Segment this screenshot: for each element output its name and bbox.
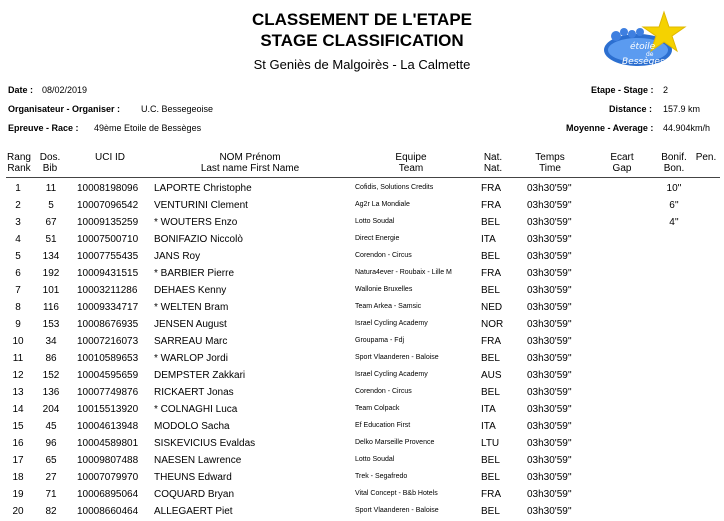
- table-row: [0, 248, 724, 265]
- nationality-cell: FRA: [481, 268, 501, 279]
- team-cell: Corendon - Circus: [355, 388, 412, 395]
- rank-cell: 17: [12, 455, 24, 466]
- team-cell: Ef Education First: [355, 422, 411, 429]
- nationality-cell: FRA: [481, 200, 501, 211]
- average-value: 44.904km/h: [663, 123, 711, 133]
- team-cell: Team Arkea - Samsic: [355, 303, 422, 310]
- header-nat: [476, 152, 510, 174]
- nationality-cell: FRA: [481, 336, 501, 347]
- rider-name-cell: LAPORTE Christophe: [154, 183, 252, 194]
- nationality-cell: FRA: [481, 183, 501, 194]
- header-name-en: Last name First Name: [200, 163, 300, 174]
- race-label-text: Epreuve - Race :: [8, 123, 79, 133]
- bib-cell: 152: [42, 370, 60, 381]
- team-cell: Israel Cycling Academy: [355, 320, 428, 327]
- page-title: CLASSEMENT DE L'ETAPE: [251, 10, 473, 29]
- time-cell: 03h30'59'': [527, 183, 572, 194]
- nationality-cell: BEL: [481, 455, 500, 466]
- table-row: [0, 350, 724, 367]
- time-cell: 03h30'59'': [527, 268, 572, 279]
- time-cell: 03h30'59'': [527, 336, 572, 347]
- distance-label: [609, 104, 652, 114]
- stage-label: [591, 85, 654, 95]
- page-title-english: STAGE CLASSIFICATION: [260, 31, 464, 50]
- header-nat-fr: Nat.: [483, 152, 503, 163]
- organiser-value: U.C. Bessegeoise: [141, 104, 214, 114]
- team-cell: Corendon - Circus: [355, 252, 412, 259]
- nationality-cell: AUS: [481, 370, 502, 381]
- team-cell: Wallonie Bruxelles: [355, 286, 413, 293]
- rider-name-cell: * WELTEN Bram: [154, 302, 229, 313]
- uci-id-cell: 10003211286: [77, 285, 138, 296]
- rank-cell: 9: [15, 319, 21, 330]
- team-cell: Lotto Soudal: [355, 456, 395, 463]
- rider-name-cell: SARREAU Marc: [154, 336, 228, 347]
- rank-cell: 18: [12, 472, 24, 483]
- header-time-en: Time: [539, 163, 561, 174]
- organiser-label: [8, 104, 120, 114]
- bib-cell: 136: [42, 387, 60, 398]
- time-cell: 03h30'59'': [527, 285, 572, 296]
- distance-value: 157.9 km: [663, 104, 701, 114]
- team-cell: Cofidis, Solutions Credits: [355, 184, 434, 191]
- rank-cell: 7: [15, 285, 21, 296]
- rank-cell: 1: [15, 183, 21, 194]
- bonus-cell: 10'': [666, 183, 682, 194]
- table-row: [0, 282, 724, 299]
- rank-cell: 13: [12, 387, 24, 398]
- etoile-de-besseges-logo: [600, 10, 688, 72]
- table-row: [0, 231, 724, 248]
- time-cell: 03h30'59'': [527, 506, 572, 517]
- uci-id-cell: 10007755435: [77, 251, 139, 262]
- time-cell: 03h30'59'': [527, 200, 572, 211]
- bonus-cell: 6'': [669, 200, 679, 211]
- team-cell: Team Colpack: [355, 405, 400, 412]
- date-info: [8, 85, 33, 95]
- bib-cell: 153: [42, 319, 60, 330]
- uci-id-cell: 10006895064: [77, 489, 139, 500]
- header-gap-fr: Ecart: [610, 152, 634, 163]
- header-team-en: Team: [398, 163, 424, 174]
- uci-id-cell: 10004589801: [77, 438, 139, 449]
- header-penalty-text: Pen.: [695, 152, 717, 163]
- rank-cell: 8: [15, 302, 21, 313]
- time-cell: 03h30'59'': [527, 404, 572, 415]
- rank-cell: 20: [12, 506, 24, 517]
- bib-cell: 27: [45, 472, 57, 483]
- team-cell: Lotto Soudal: [355, 218, 395, 225]
- rank-cell: 11: [12, 353, 24, 364]
- uci-id-cell: 10015513920: [77, 404, 139, 415]
- race-value: 49ème Etoile de Bessèges: [94, 123, 202, 133]
- uci-id-cell: 10009135259: [77, 217, 139, 228]
- bib-cell: 101: [42, 285, 60, 296]
- table-row: [0, 418, 724, 435]
- rank-cell: 16: [12, 438, 24, 449]
- rider-name-cell: BONIFAZIO Niccolò: [154, 234, 243, 245]
- uci-id-cell: 10009807488: [77, 455, 139, 466]
- bib-cell: 5: [48, 200, 54, 211]
- table-row: [0, 401, 724, 418]
- time-cell: 03h30'59'': [527, 489, 572, 500]
- rank-cell: 12: [12, 370, 24, 381]
- team-cell: Sport Vlaanderen - Baloise: [355, 507, 439, 514]
- time-cell: 03h30'59'': [527, 370, 572, 381]
- rider-name-cell: * BARBIER Pierre: [154, 268, 235, 279]
- table-row: [0, 435, 724, 452]
- header-uci-text: UCI ID: [95, 152, 125, 163]
- bib-cell: 204: [42, 404, 60, 415]
- table-row: [0, 486, 724, 503]
- uci-id-cell: 10008676935: [77, 319, 139, 330]
- team-cell: Groupama - Fdj: [355, 337, 405, 344]
- nationality-cell: BEL: [481, 251, 500, 262]
- uci-id-cell: 10004613948: [77, 421, 139, 432]
- rider-name-cell: RICKAERT Jonas: [154, 387, 234, 398]
- table-row: [0, 367, 724, 384]
- table-row: [0, 214, 724, 231]
- distance-label-text: Distance :: [609, 104, 653, 114]
- time-cell: 03h30'59'': [527, 217, 572, 228]
- header-team: [381, 152, 441, 174]
- team-cell: Natura4ever - Roubaix - Lille M: [355, 269, 452, 276]
- time-cell: 03h30'59'': [527, 234, 572, 245]
- uci-id-cell: 10007096542: [77, 200, 139, 211]
- logo-text-etoile: étoile: [630, 42, 656, 52]
- team-cell: Delko Marseille Provence: [355, 439, 435, 446]
- table-row: [0, 180, 724, 197]
- rank-cell: 15: [12, 421, 24, 432]
- uci-id-cell: 10009334717: [77, 302, 139, 313]
- time-cell: 03h30'59'': [527, 455, 572, 466]
- average-label: [566, 123, 653, 133]
- uci-id-cell: 10010589653: [77, 353, 139, 364]
- nationality-cell: ITA: [481, 234, 496, 245]
- header-bonus: [657, 152, 691, 174]
- bib-cell: 34: [45, 336, 57, 347]
- rider-name-cell: DEHAES Kenny: [154, 285, 227, 296]
- rider-name-cell: JENSEN August: [154, 319, 227, 330]
- header-bib: [34, 152, 66, 174]
- uci-id-cell: 10007749876: [77, 387, 139, 398]
- team-cell: Direct Energie: [355, 235, 400, 242]
- header-time-fr: Temps: [535, 152, 565, 163]
- header-name-fr: NOM Prénom: [219, 152, 281, 163]
- header-divider: [6, 177, 720, 178]
- rank-cell: 3: [15, 217, 21, 228]
- table-row: [0, 316, 724, 333]
- organiser-label-text: Organisateur - Organiser :: [8, 104, 121, 114]
- time-cell: 03h30'59'': [527, 472, 572, 483]
- team-cell: Ag2r La Mondiale: [355, 201, 410, 208]
- nationality-cell: ITA: [481, 404, 496, 415]
- nationality-cell: BEL: [481, 217, 500, 228]
- bonus-cell: 4'': [669, 217, 679, 228]
- logo-text-besseges: Bessèges: [622, 57, 665, 67]
- nationality-cell: NOR: [481, 319, 504, 330]
- rank-cell: 6: [15, 268, 21, 279]
- header-team-fr: Equipe: [395, 152, 427, 163]
- header-gap-en: Gap: [612, 163, 632, 174]
- header-rank-en: Rank: [7, 163, 31, 174]
- nationality-cell: BEL: [481, 353, 500, 364]
- team-cell: Vital Concept - B&b Hotels: [355, 490, 438, 497]
- uci-id-cell: 10007079970: [77, 472, 139, 483]
- uci-id-cell: 10004595659: [77, 370, 139, 381]
- rider-name-cell: * WARLOP Jordi: [154, 353, 228, 364]
- rider-name-cell: SISKEVICIUS Evaldas: [154, 438, 256, 449]
- stage-value: 2: [663, 85, 669, 95]
- rank-cell: 19: [12, 489, 24, 500]
- uci-id-cell: 10008660464: [77, 506, 139, 517]
- bib-cell: 96: [45, 438, 57, 449]
- table-row: [0, 197, 724, 214]
- header-rank-fr: Rang: [7, 152, 31, 163]
- uci-id-cell: 10007216073: [77, 336, 139, 347]
- header-gap: [602, 152, 642, 174]
- nationality-cell: FRA: [481, 489, 501, 500]
- logo-text-de: de: [646, 51, 654, 58]
- table-row: [0, 452, 724, 469]
- time-cell: 03h30'59'': [527, 302, 572, 313]
- uci-id-cell: 10009431515: [77, 268, 139, 279]
- bib-cell: 45: [45, 421, 57, 432]
- time-cell: 03h30'59'': [527, 438, 572, 449]
- bib-cell: 192: [42, 268, 60, 279]
- uci-id-cell: 10007500710: [77, 234, 139, 245]
- rank-cell: 14: [12, 404, 24, 415]
- nationality-cell: BEL: [481, 387, 500, 398]
- header-bib-fr: Dos.: [39, 152, 61, 163]
- time-cell: 03h30'59'': [527, 421, 572, 432]
- header-penalty: [692, 152, 720, 163]
- bib-cell: 71: [45, 489, 57, 500]
- nationality-cell: LTU: [481, 438, 500, 449]
- bib-cell: 134: [42, 251, 60, 262]
- table-row: [0, 384, 724, 401]
- bib-cell: 67: [45, 217, 57, 228]
- time-cell: 03h30'59'': [527, 387, 572, 398]
- header-bonus-fr: Bonif.: [661, 152, 687, 163]
- bib-cell: 82: [45, 506, 57, 517]
- header-bib-en: Bib: [42, 163, 58, 174]
- bib-cell: 116: [43, 302, 59, 313]
- time-cell: 03h30'59'': [527, 353, 572, 364]
- date-label: Date :: [8, 85, 34, 95]
- time-cell: 03h30'59'': [527, 251, 572, 262]
- rider-name-cell: DEMPSTER Zakkari: [154, 370, 246, 381]
- bib-cell: 11: [45, 183, 57, 194]
- rider-name-cell: NAESEN Lawrence: [154, 455, 242, 466]
- race-label: [8, 123, 79, 133]
- rider-name-cell: THEUNS Edward: [154, 472, 232, 483]
- rider-name-cell: * COLNAGHI Luca: [154, 404, 238, 415]
- table-row: [0, 333, 724, 350]
- nationality-cell: BEL: [481, 506, 500, 517]
- rider-name-cell: COQUARD Bryan: [154, 489, 235, 500]
- uci-id-cell: 10008198096: [77, 183, 139, 194]
- rank-cell: 4: [15, 234, 21, 245]
- header-time: [525, 152, 575, 174]
- table-row: [0, 469, 724, 486]
- rider-name-cell: VENTURINI Clement: [154, 200, 248, 211]
- nationality-cell: BEL: [481, 472, 500, 483]
- header-nat-en: Nat.: [483, 163, 503, 174]
- rider-name-cell: ALLEGAERT Piet: [154, 506, 233, 517]
- header-name: [185, 152, 315, 174]
- rank-cell: 10: [12, 336, 24, 347]
- table-row: [0, 503, 724, 520]
- header-uci-id: [82, 152, 138, 163]
- bib-cell: 65: [45, 455, 57, 466]
- nationality-cell: ITA: [481, 421, 496, 432]
- time-cell: 03h30'59'': [527, 319, 572, 330]
- table-row: [0, 265, 724, 282]
- bib-cell: 51: [45, 234, 57, 245]
- bib-cell: 86: [45, 353, 57, 364]
- team-cell: Sport Vlaanderen - Baloise: [355, 354, 439, 361]
- rank-cell: 5: [15, 251, 21, 262]
- stage-label-text: Etape - Stage :: [591, 85, 654, 95]
- rider-name-cell: * WOUTERS Enzo: [154, 217, 238, 228]
- stage-route: St Geniès de Malgoirès - La Calmette: [253, 57, 471, 72]
- rank-cell: 2: [15, 200, 21, 211]
- table-row: [0, 299, 724, 316]
- nationality-cell: BEL: [481, 285, 500, 296]
- rider-name-cell: MODOLO Sacha: [154, 421, 230, 432]
- nationality-cell: NED: [481, 302, 503, 313]
- team-cell: Israel Cycling Academy: [355, 371, 428, 378]
- average-label-text: Moyenne - Average :: [566, 123, 654, 133]
- team-cell: Trek - Segafredo: [355, 473, 408, 480]
- header-bonus-en: Bon.: [663, 163, 685, 174]
- rider-name-cell: JANS Roy: [154, 251, 201, 262]
- date-value: 08/02/2019: [42, 85, 88, 95]
- header-rank: [2, 152, 36, 174]
